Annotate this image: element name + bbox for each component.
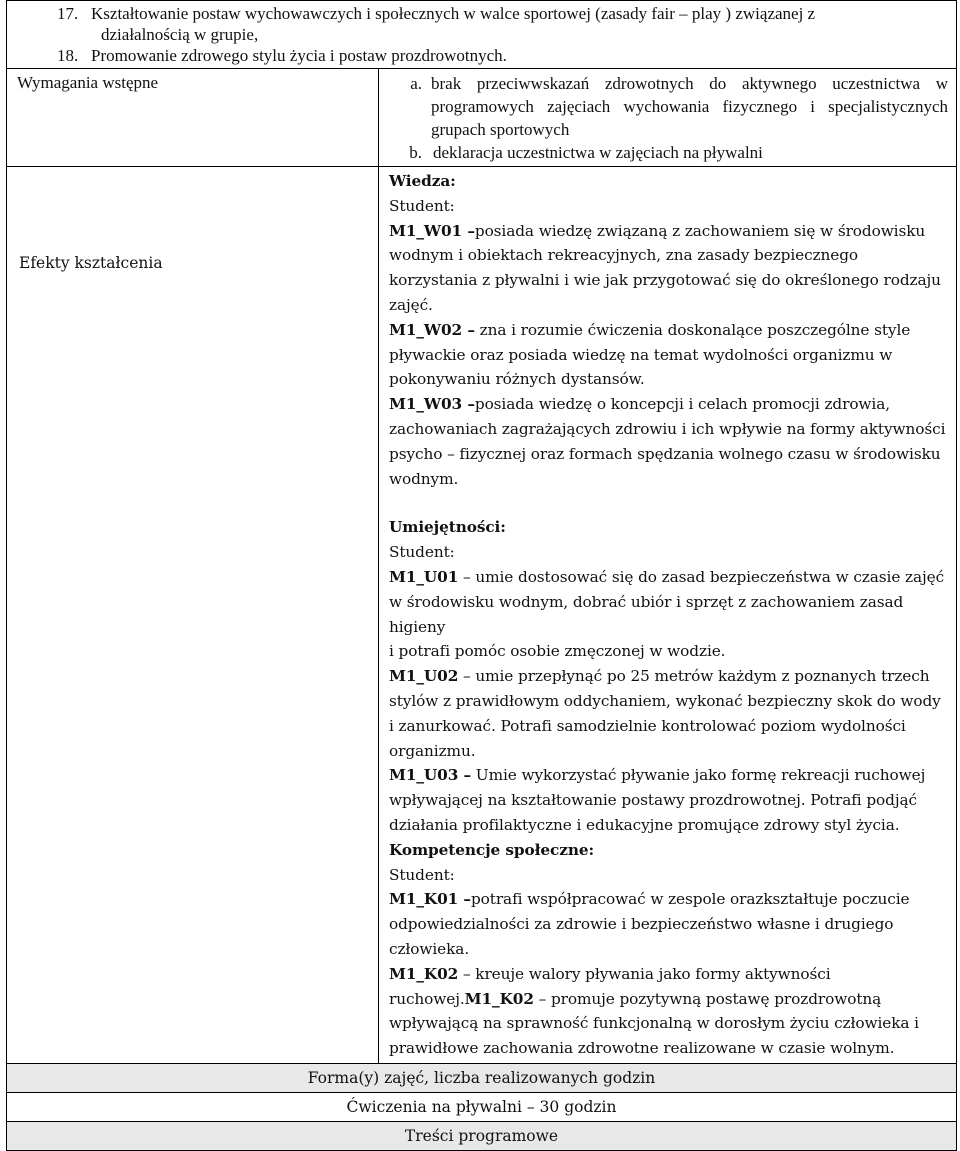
outcome-text: posiada wiedzę związaną z zachowaniem się w środowisku wodnym i obiektach rekreacyjnych, zna zasady bezpiecznego korzystania z pływalni i wie jak przygotować się do określonego rodzaju zajęć. (389, 221, 941, 314)
outcomes-label-cell (7, 167, 379, 1064)
outcomes-body (379, 167, 957, 1064)
outcome-code: M1_K02 (464, 989, 534, 1008)
knowledge-heading: Wiedza: (389, 172, 456, 190)
outcome-item (389, 219, 950, 318)
list-number: 17. (57, 4, 79, 23)
outcome-code: M1_K01 – (389, 890, 471, 909)
item-marker: a. (410, 74, 422, 93)
outcome-item (389, 763, 950, 837)
form-value: Ćwiczenia na pływalni – 30 godzin (7, 1092, 957, 1121)
prerequisites-label: Wymagania wstępne (7, 69, 379, 167)
outcome-text: potrafi współpracować w zespole orazkształtuje poczucie odpowiedzialności za zdrowie i bezpieczeństwo własne i drugiego człowieka. (389, 890, 910, 958)
outcome-item (389, 318, 950, 392)
outcome-text: – umie przepłynąć po 25 metrów każdym z poznanych trzech stylów z prawidłowym oddychaniem, wykonać bezpieczny skok do wody i zanurkować. Potrafi samodzielnie kontrolować poziom wydolności organizmu. (389, 667, 941, 760)
outcome-code: M1_K02 (389, 964, 459, 983)
item-text: deklaracja uczestnictwa w zajęciach na pływalni (433, 143, 763, 162)
form-header: Forma(y) zajęć, liczba realizowanych godzin (7, 1063, 957, 1092)
list-text-continued: działalnością w grupie, (101, 25, 259, 44)
list-item (17, 3, 948, 24)
skills-heading: Umiejętności: (389, 518, 506, 537)
outcome-item (389, 664, 950, 763)
outcome-code: M1_U01 (389, 567, 459, 586)
outcomes-row (7, 167, 957, 1064)
content-header-row (7, 1121, 957, 1150)
outcome-text: – umie dostosować się do zasad bezpieczeństwa w czasie zajęć w środowisku wodnym, dobrać ubiór i sprzęt z zachowaniem zasad higieny (389, 567, 945, 636)
student-label: Student: (389, 196, 455, 215)
prerequisites-list (379, 69, 957, 167)
list-text: Kształtowanie postaw wychowawczych i społecznych w walce sportowej (zasady fair – play ) związanej z (91, 4, 816, 23)
outcome-item (389, 565, 950, 639)
outcome-code: M1_U03 – (389, 766, 472, 785)
outcome-text: – kreuje walory pływania jako formy aktywności ruchowej. (389, 964, 831, 1008)
student-label: Student: (389, 865, 455, 884)
list-number: 18. (57, 46, 79, 65)
item-text: brak przeciwwskazań zdrowotnych do aktywnego uczestnictwa w programowych zajęciach wychowania fizycznego i specjalistycznych grupach sportowych (431, 74, 948, 139)
list-item (17, 45, 948, 66)
item-marker: b. (409, 143, 422, 162)
outcome-code: M1_U02 (389, 667, 459, 686)
outcome-text: Umie wykorzystać pływanie jako formę rekreacji ruchowej wpływającej na kształtowanie postawy prozdrowotnej. Potrafi podjąć działania profilaktyczne i edukacyjne promujące zdrowy styl życia. (389, 766, 926, 834)
outcome-item (389, 392, 950, 491)
syllabus-table (6, 0, 957, 1151)
outcome-item (389, 887, 950, 961)
goals-row (7, 1, 957, 69)
syllabus-page (6, 0, 956, 1145)
outcome-code: M1_W02 – (389, 320, 475, 339)
list-text: Promowanie zdrowego stylu życia i postaw prozdrowotnych. (91, 46, 507, 65)
content-header: Treści programowe (7, 1121, 957, 1150)
list-item (379, 141, 948, 164)
prerequisites-row (7, 69, 957, 167)
goals-list (7, 1, 957, 69)
outcome-item (389, 962, 950, 1061)
spacer (389, 491, 950, 515)
form-header-row (7, 1063, 957, 1092)
list-item (379, 72, 948, 141)
student-label: Student: (389, 543, 455, 562)
outcome-code: M1_W01 – (389, 221, 475, 240)
social-heading: Kompetencje społeczne: (389, 840, 595, 859)
outcome-text: zna i rozumie ćwiczenia doskonalące poszczególne style pływackie oraz posiada wiedzę na temat wydolności organizmu w pokonywaniu różnych dystansów. (389, 320, 911, 389)
outcome-code: M1_W03 – (389, 395, 475, 414)
outcomes-label: Efekty kształcenia (19, 253, 163, 272)
outcome-text: posiada wiedzę o koncepcji i celach promocji zdrowia, zachowaniach zagrażających zdrowiu i ich wpływie na formy aktywności psycho – fizycznej oraz formach spędzania wolnego czasu w środowisku wodnym. (389, 395, 946, 488)
outcome-text-continued: i potrafi pomóc osobie zmęczonej w wodzie. (389, 642, 726, 661)
form-value-row (7, 1092, 957, 1121)
outcome-text: – promuje pozytywną postawę prozdrowotną wpływającą na sprawność funkcjonalną w dorosłym życiu człowieka i prawidłowe zachowania zdrowotne realizowane w czasie wolnym. (389, 989, 919, 1058)
